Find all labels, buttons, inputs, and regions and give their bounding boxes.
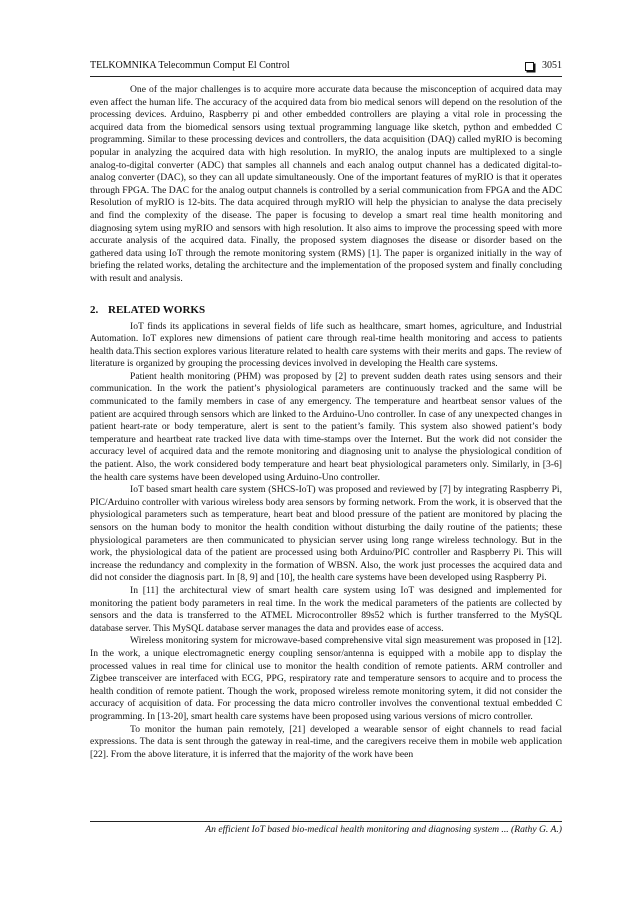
section-title: RELATED WORKS (108, 303, 206, 316)
body-paragraph: In [11] the architectural view of smart health care system using IoT was designed and implemented for monitoring the patient body parameters in real time. In the work the medical parameters of the patients are collected by sensors and the data is transferred to the ATMEL Microcontroller 89s52 which is further transferred to the MySQL database server. This MySQL database server manages the data and provides ease of access. (90, 584, 562, 634)
page-number-group (525, 58, 562, 74)
body-paragraph: IoT finds its applications in several fields of life such as healthcare, smart homes, agriculture, and Industrial Automation. IoT explores new dimensions of patient care through real-time health monitoring and access to patients health data.This section explores various literature related to health care systems with their merits and gaps. The review of literature is organized by grouping the processing devices involved in developing the Health care systems. (90, 320, 562, 370)
body-paragraph: Wireless monitoring system for microwave-based comprehensive vital sign measurement was proposed in [12]. In the work, a unique electromagnetic energy coupling sensor/antenna is equipped with a mobile app to display the processed values in real time for clinical use to monitor the health condition of remote patients. ARM controller and Zigbee transceiver are interfaced with ECG, PPG, respiratory rate and temperature sensors to acquire and to process the health condition of remote patient. Though the work, proposed wireless remote monitoring sytem, it did not consider the accuracy of acquisition of data. For processing the data micro controller involves the conventional textual embedded C programming. In [13-20], smart health care systems have been proposed using various versions of micro controller. (90, 635, 562, 722)
page-header (90, 58, 562, 77)
body-paragraph: To monitor the human pain remotely, [21] developed a wearable sensor of eight channels to read facial expressions. The data is sent through the gateway in real-time, and the caregivers receive them in mobile web application [22]. From the above literature, it is inferred that the majority of the work have been (90, 723, 562, 760)
body-paragraph: IoT based smart health care system (SHCS-IoT) was proposed and reviewed by [7] by integrating Raspberry Pi, PIC/Arduino controller with various wireless body area sensors by forming network. From the work, it is observed that the physiological parameters such as temperature, heart beat and blood pressure of the patient are monitored by placing the sensors on the human body to monitor the health condition without disturbing the daily routine of the patients; these physiological parameters are then communicated to physician server using long range wireless technology. But in the work, the physiological data of the patient are processed using both Arduino/PIC controller and Raspberry Pi. This will increase the redundancy and complexity in the formation of WBSN. Also, the work just processes the acquired data and did not consider the diagnosis part. In [8, 9] and [10], the health care systems have been developed using Raspberry Pi. (90, 484, 562, 584)
intro-paragraph: One of the major challenges is to acquire more accurate data because the misconception of acquired data may even affect the human life. The accuracy of the acquired data from bio medical senors will depend on the resolution of the processing devices. Arduino, Raspberry pi and other embedded controllers are playing a vital role in processing the acquired data from the biomedical sensors using textual programming language like sketch, python and embedded C programming. Similar to these processing devices and controllers, the data acquisition (DAQ) called myRIO is becoming popular in analyzing the acquired data with high resolution. In myRIO, the analog inputs are multiplexed to a single analog-to-digital converter (ADC) that samples all channels and each analog output channel has a dedicated digital-to-analog converter (DAC), so they can all update simultaneously. One of the important features of myRIO is that it operates through FPGA. The DAC for the analog output channels is controlled by a serial communication from FPGA and the ADC Resolution of myRIO is 12-bits. The data acquired through myRIO will help the physician to analyse the data precisely and find the complexity of the disease. The paper is focusing to develop a smart real time health monitoring and diagnosing sytem using myRIO and sensors with high resolution. It also aims to improve the processing speed with more accurate analysis of the acquired data. Finally, the proposed system diagnoses the disease or disorder based on the gathered data using IoT through the remote monitoring system (RMS) [1]. The paper is organized initially in the way of briefing the related works, detaling the architecture and the implementation of the proposed system and finally concluding with result and analysis. (90, 84, 562, 284)
journal-name: TELKOMNIKA Telecommun Comput El Control (90, 60, 290, 71)
page-number: 3051 (542, 60, 562, 71)
running-title: An efficient IoT based bio-medical health monitoring and diagnosing system ... (Rathy G. A.) (205, 824, 562, 835)
square-box-icon (525, 62, 534, 71)
page-footer (90, 821, 562, 840)
section-heading (90, 303, 562, 318)
section-number: 2. (90, 303, 99, 316)
body-paragraph: Patient health monitoring (PHM) was proposed by [2] to prevent sudden death rates using sensors and their communication. In the work the patient’s physiological parameters are continuously tracked and the same will be communicated to the family members in case of any emergency. The temperature and heartbeat sensor values of the patient are acquired through sensors which are linked to the Arduino-Uno controller. In case of any unexpected changes in patient heart-rate or body temperature, alert is sent to the patient’s family. This system also showed patient’s body temperature and heartbeat rate tracked live data with time-stamps over the Internet. But the work did not consider the accuracy level of acquired data and the remote monitoring and diagnosing unit to analyse the physiological condition of the patient. Also, the work considered body temperature and heart beat physiological parameters only. Similarly, in [3-6] the health care systems have been developed using Arduino-Uno controller. (90, 370, 562, 483)
page-body (90, 84, 562, 761)
